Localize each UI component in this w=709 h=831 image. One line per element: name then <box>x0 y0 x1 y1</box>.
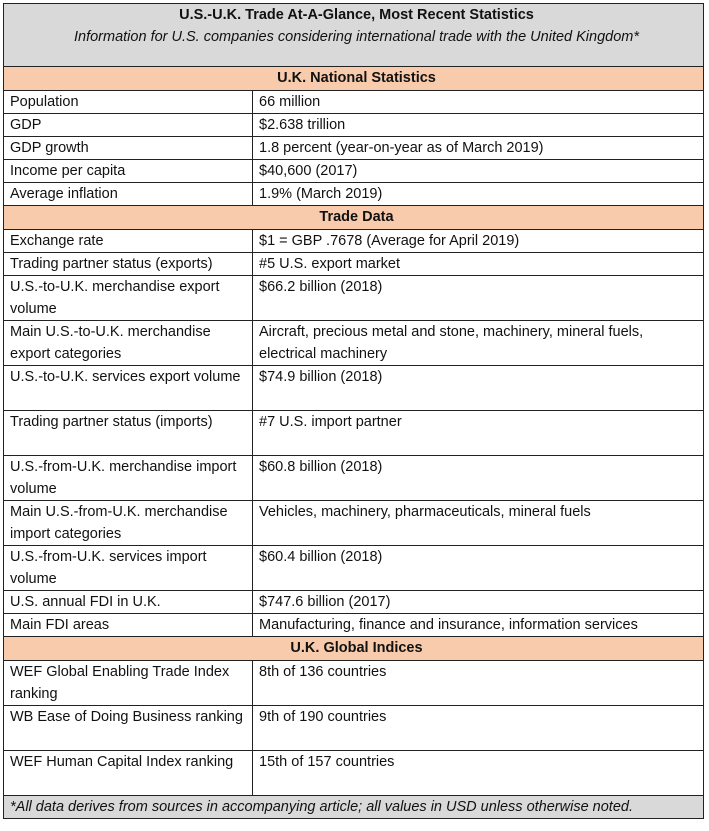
title-cell <box>4 4 704 67</box>
footnote-row <box>4 796 704 819</box>
row-label: Average inflation <box>4 183 253 206</box>
row-label: Main U.S.-from-U.K. merchandise import categories <box>4 501 253 546</box>
table-row <box>4 661 704 706</box>
row-value: 8th of 136 countries <box>253 661 704 706</box>
row-value: 1.9% (March 2019) <box>253 183 704 206</box>
row-value: Aircraft, precious metal and stone, machinery, mineral fuels, electrical machinery <box>253 321 704 366</box>
table-row <box>4 91 704 114</box>
row-value: $66.2 billion (2018) <box>253 276 704 321</box>
row-label: GDP <box>4 114 253 137</box>
row-label: U.S.-from-U.K. merchandise import volume <box>4 456 253 501</box>
footnote: *All data derives from sources in accompanying article; all values in USD unless otherwise noted. <box>4 796 704 819</box>
table-row <box>4 183 704 206</box>
row-label: Exchange rate <box>4 230 253 253</box>
row-value: Manufacturing, finance and insurance, information services <box>253 614 704 637</box>
section-header-row <box>4 67 704 91</box>
row-value: $60.4 billion (2018) <box>253 546 704 591</box>
row-label: Trading partner status (exports) <box>4 253 253 276</box>
row-value: $1 = GBP .7678 (Average for April 2019) <box>253 230 704 253</box>
table-title: U.S.-U.K. Trade At-A-Glance, Most Recent Statistics <box>179 7 534 23</box>
row-value: 1.8 percent (year-on-year as of March 2019) <box>253 137 704 160</box>
row-value: #5 U.S. export market <box>253 253 704 276</box>
row-label: Population <box>4 91 253 114</box>
row-label: Main U.S.-to-U.K. merchandise export categories <box>4 321 253 366</box>
row-value: $74.9 billion (2018) <box>253 366 704 411</box>
section-heading: U.K. National Statistics <box>4 67 704 91</box>
table-row <box>4 591 704 614</box>
table-row <box>4 366 704 411</box>
trade-at-a-glance-table <box>3 3 704 819</box>
table-row <box>4 137 704 160</box>
table-row <box>4 546 704 591</box>
row-label: Main FDI areas <box>4 614 253 637</box>
section-heading: U.K. Global Indices <box>4 637 704 661</box>
row-value: 66 million <box>253 91 704 114</box>
table-row <box>4 230 704 253</box>
row-value: $2.638 trillion <box>253 114 704 137</box>
title-row <box>4 4 704 67</box>
row-value: $60.8 billion (2018) <box>253 456 704 501</box>
table-row <box>4 321 704 366</box>
row-value: $747.6 billion (2017) <box>253 591 704 614</box>
table-row <box>4 706 704 751</box>
row-label: WEF Global Enabling Trade Index ranking <box>4 661 253 706</box>
row-value: 15th of 157 countries <box>253 751 704 796</box>
section-header-row <box>4 637 704 661</box>
row-label: Trading partner status (imports) <box>4 411 253 456</box>
table-row <box>4 614 704 637</box>
table-row <box>4 751 704 796</box>
row-value: 9th of 190 countries <box>253 706 704 751</box>
section-heading: Trade Data <box>4 206 704 230</box>
row-label: GDP growth <box>4 137 253 160</box>
table-row <box>4 253 704 276</box>
table-subtitle: Information for U.S. companies considering international trade with the United Kingdom* <box>74 29 639 45</box>
table-row <box>4 114 704 137</box>
table-row <box>4 501 704 546</box>
row-label: U.S.-to-U.K. merchandise export volume <box>4 276 253 321</box>
row-label: WEF Human Capital Index ranking <box>4 751 253 796</box>
table-row <box>4 276 704 321</box>
table-row <box>4 411 704 456</box>
row-label: WB Ease of Doing Business ranking <box>4 706 253 751</box>
row-label: U.S.-from-U.K. services import volume <box>4 546 253 591</box>
table-row <box>4 160 704 183</box>
row-label: Income per capita <box>4 160 253 183</box>
row-value: #7 U.S. import partner <box>253 411 704 456</box>
row-label: U.S. annual FDI in U.K. <box>4 591 253 614</box>
row-value: $40,600 (2017) <box>253 160 704 183</box>
section-header-row <box>4 206 704 230</box>
table-row <box>4 456 704 501</box>
row-value: Vehicles, machinery, pharmaceuticals, mineral fuels <box>253 501 704 546</box>
row-label: U.S.-to-U.K. services export volume <box>4 366 253 411</box>
